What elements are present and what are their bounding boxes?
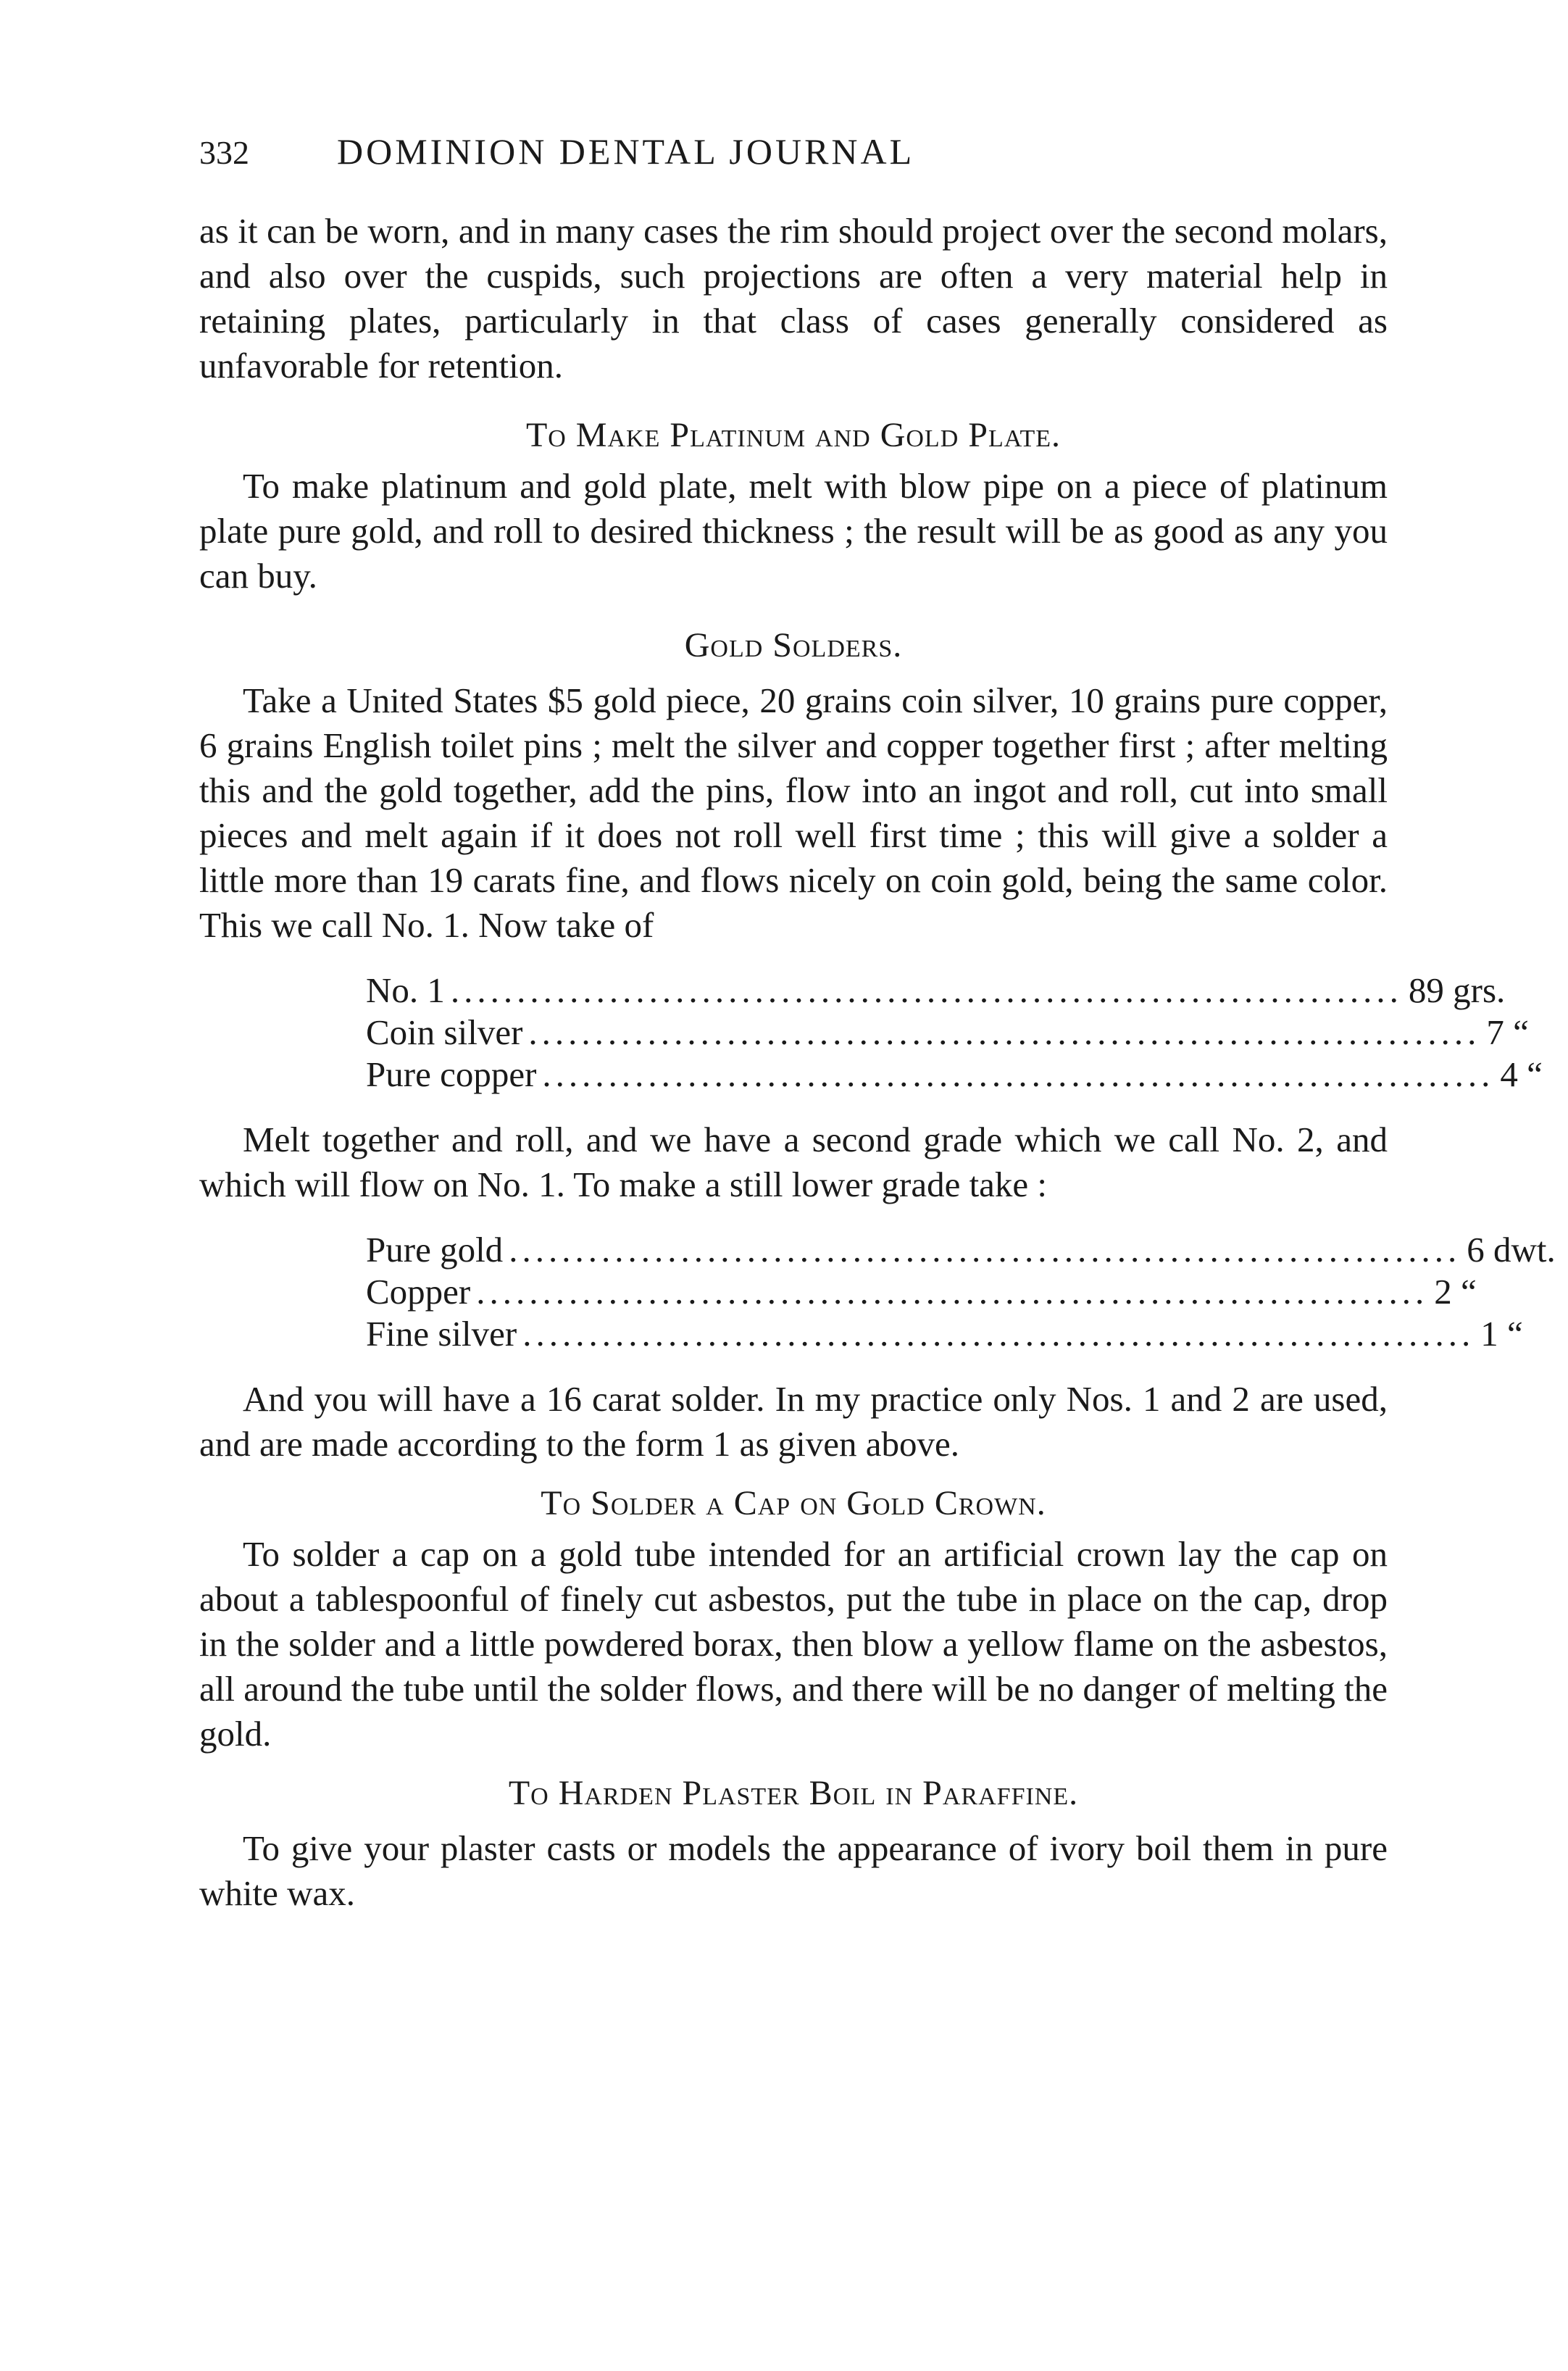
- recipe-row: [366, 1229, 1556, 1271]
- dot-leader: ........................................................................: [522, 1314, 1475, 1354]
- dot-leader: ........................................................................: [476, 1272, 1429, 1312]
- recipe-row: [366, 970, 1506, 1012]
- recipe-item: No. 1: [366, 970, 445, 1010]
- heading-harden-plaster: To Harden Plaster Boil in Paraffine.: [508, 1774, 1079, 1812]
- recipe-table-16-carat: [366, 1229, 1556, 1355]
- intro-paragraph: as it can be worn, and in many cases the rim should project over the second molars, and also over the cuspids, such projections are often a very material help in retaining plates, particularly in that class of cases generally considered as unfavorable for retention.: [199, 211, 1388, 386]
- recipe-amount: 4 “: [1500, 1054, 1543, 1094]
- heading-platinum-plate: To Make Platinum and Gold Plate.: [525, 416, 1062, 454]
- recipe-item: Coin silver: [366, 1012, 523, 1052]
- dot-leader: ........................................................................: [509, 1230, 1461, 1270]
- recipe-table-no1: [366, 970, 1543, 1096]
- heading-solder-cap: To Solder a Cap on Gold Crown.: [541, 1484, 1046, 1522]
- recipe-amount: 1 “: [1480, 1314, 1523, 1354]
- recipe-item: Pure gold: [366, 1230, 504, 1270]
- page-header: [199, 130, 1388, 188]
- running-title: DOMINION DENTAL JOURNAL: [337, 131, 915, 172]
- cap-paragraph: To solder a cap on a gold tube intended for an artificial crown lay the cap on about a tablespoonful of finely cut asbestos, put the tube in place on the cap, drop in the solder and a little powdered borax, then blow a yellow flame on the asbestos, all around the tube until the solder flows, and there will be no danger of melting the gold.: [199, 1534, 1388, 1754]
- plaster-paragraph: To give your plaster casts or models the appearance of ivory boil them in pure white wax.: [199, 1828, 1388, 1913]
- recipe-amount: 2 “: [1434, 1272, 1477, 1312]
- platinum-paragraph: To make platinum and gold plate, melt with blow pipe on a piece of platinum plate pure gold, and roll to desired thickness ; the result will be as good as any you can buy.: [199, 466, 1388, 596]
- solders-paragraph-1: Take a United States $5 gold piece, 20 grains coin silver, 10 grains pure copper, 6 grains English toilet pins ; melt the silver and copper together first ; after melting this and the gold together, add the pins, flow into an ingot and roll, cut into small pieces and melt again if it does not roll well first time ; this will give a solder a little more than 19 carats fine, and flows nicely on coin gold, being the same color. This we call No. 1. Now take of: [199, 680, 1388, 945]
- recipe-row: [366, 1271, 1477, 1313]
- solders-paragraph-3: And you will have a 16 carat solder. In my practice only Nos. 1 and 2 are used, and are made according to the form 1 as given above.: [199, 1379, 1388, 1464]
- recipe-row: [366, 1313, 1523, 1355]
- recipe-row: [366, 1012, 1529, 1054]
- recipe-item: Pure copper: [366, 1054, 537, 1094]
- recipe-amount: 6 dwt.: [1467, 1230, 1556, 1270]
- dot-leader: ........................................................................: [528, 1012, 1481, 1052]
- dot-leader: ........................................................................: [542, 1054, 1495, 1094]
- recipe-item: Copper: [366, 1272, 471, 1312]
- recipe-amount: 7 “: [1486, 1012, 1529, 1052]
- recipe-amount: 89 grs.: [1408, 970, 1506, 1010]
- recipe-row: [366, 1054, 1543, 1096]
- journal-page: [199, 130, 1556, 1916]
- page-number: 332: [199, 134, 249, 171]
- dot-leader: ........................................................................: [450, 970, 1403, 1010]
- solders-paragraph-2: Melt together and roll, and we have a second grade which we call No. 2, and which will flow on No. 1. To make a still lower grade take :: [199, 1120, 1388, 1204]
- heading-gold-solders: Gold Solders.: [684, 626, 903, 664]
- recipe-item: Fine silver: [366, 1314, 517, 1354]
